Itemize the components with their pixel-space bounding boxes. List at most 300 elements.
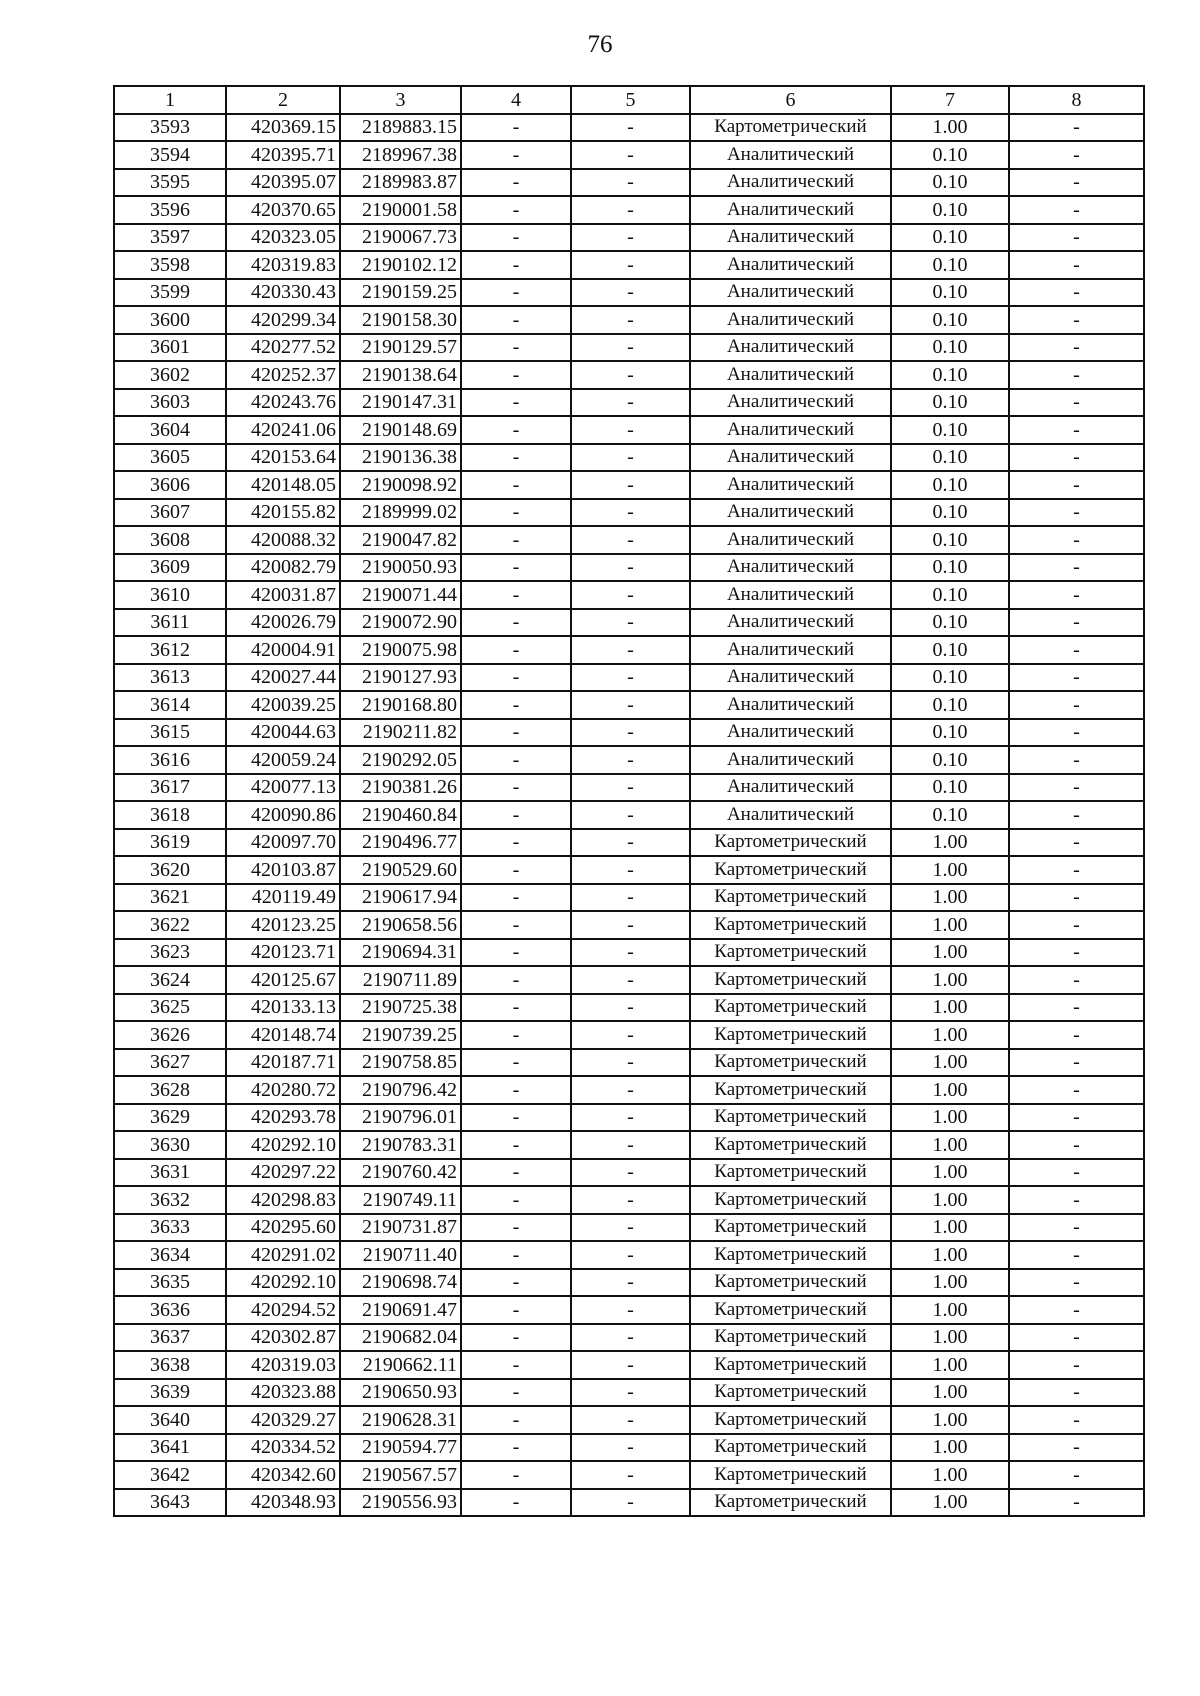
cell-coord-x: 420155.82 <box>226 499 340 527</box>
cell-coord-x: 420395.07 <box>226 169 340 197</box>
cell-method: Картометрический <box>690 1489 891 1517</box>
cell-coord-x: 420148.74 <box>226 1021 340 1049</box>
cell-coord-x: 420319.03 <box>226 1351 340 1379</box>
cell-col-4: - <box>461 416 571 444</box>
cell-coord-x: 420291.02 <box>226 1241 340 1269</box>
cell-coord-y: 2190136.38 <box>340 444 461 472</box>
cell-coord-y: 2190711.89 <box>340 966 461 994</box>
table-row <box>114 416 1144 444</box>
cell-precision: 1.00 <box>891 911 1009 939</box>
cell-point-number: 3617 <box>114 774 226 802</box>
table-row <box>114 444 1144 472</box>
table-row <box>114 1076 1144 1104</box>
cell-method: Аналитический <box>690 444 891 472</box>
table-row <box>114 911 1144 939</box>
cell-col-8: - <box>1009 306 1144 334</box>
cell-col-4: - <box>461 196 571 224</box>
table-row <box>114 141 1144 169</box>
table-row <box>114 636 1144 664</box>
cell-col-8: - <box>1009 141 1144 169</box>
cell-coord-x: 420103.87 <box>226 856 340 884</box>
cell-col-5: - <box>571 691 690 719</box>
cell-method: Аналитический <box>690 774 891 802</box>
cell-precision: 1.00 <box>891 1049 1009 1077</box>
cell-col-4: - <box>461 1076 571 1104</box>
column-header-5: 5 <box>571 86 690 114</box>
cell-col-4: - <box>461 609 571 637</box>
cell-col-8: - <box>1009 1131 1144 1159</box>
cell-col-5: - <box>571 856 690 884</box>
cell-precision: 1.00 <box>891 884 1009 912</box>
cell-method: Картометрический <box>690 1104 891 1132</box>
cell-point-number: 3602 <box>114 361 226 389</box>
cell-point-number: 3609 <box>114 554 226 582</box>
cell-col-5: - <box>571 114 690 142</box>
table-row <box>114 691 1144 719</box>
cell-method: Картометрический <box>690 1379 891 1407</box>
cell-col-5: - <box>571 334 690 362</box>
cell-point-number: 3642 <box>114 1461 226 1489</box>
cell-col-4: - <box>461 636 571 664</box>
cell-point-number: 3615 <box>114 719 226 747</box>
cell-col-5: - <box>571 1159 690 1187</box>
cell-col-8: - <box>1009 526 1144 554</box>
cell-precision: 1.00 <box>891 829 1009 857</box>
cell-col-5: - <box>571 1104 690 1132</box>
cell-point-number: 3626 <box>114 1021 226 1049</box>
cell-method: Картометрический <box>690 1434 891 1462</box>
cell-precision: 0.10 <box>891 471 1009 499</box>
cell-coord-x: 420125.67 <box>226 966 340 994</box>
cell-col-4: - <box>461 1434 571 1462</box>
cell-precision: 1.00 <box>891 1269 1009 1297</box>
cell-col-8: - <box>1009 114 1144 142</box>
cell-coord-y: 2190075.98 <box>340 636 461 664</box>
cell-point-number: 3624 <box>114 966 226 994</box>
cell-coord-y: 2190129.57 <box>340 334 461 362</box>
cell-method: Аналитический <box>690 554 891 582</box>
cell-point-number: 3618 <box>114 801 226 829</box>
cell-method: Картометрический <box>690 1186 891 1214</box>
cell-coord-x: 420044.63 <box>226 719 340 747</box>
cell-coord-y: 2190567.57 <box>340 1461 461 1489</box>
cell-col-8: - <box>1009 1379 1144 1407</box>
table-row <box>114 719 1144 747</box>
cell-col-5: - <box>571 526 690 554</box>
cell-col-5: - <box>571 196 690 224</box>
cell-method: Картометрический <box>690 114 891 142</box>
cell-point-number: 3631 <box>114 1159 226 1187</box>
cell-method: Картометрический <box>690 994 891 1022</box>
cell-precision: 0.10 <box>891 306 1009 334</box>
cell-precision: 1.00 <box>891 1076 1009 1104</box>
cell-coord-y: 2190725.38 <box>340 994 461 1022</box>
cell-method: Картометрический <box>690 829 891 857</box>
cell-precision: 1.00 <box>891 1296 1009 1324</box>
cell-precision: 1.00 <box>891 1406 1009 1434</box>
cell-method: Аналитический <box>690 224 891 252</box>
cell-method: Картометрический <box>690 1324 891 1352</box>
cell-col-8: - <box>1009 1434 1144 1462</box>
cell-col-5: - <box>571 306 690 334</box>
column-header-3: 3 <box>340 86 461 114</box>
cell-col-5: - <box>571 1406 690 1434</box>
cell-coord-x: 420298.83 <box>226 1186 340 1214</box>
table-row <box>114 939 1144 967</box>
cell-col-4: - <box>461 939 571 967</box>
cell-col-8: - <box>1009 911 1144 939</box>
cell-col-5: - <box>571 1324 690 1352</box>
table-row <box>114 526 1144 554</box>
cell-col-4: - <box>461 471 571 499</box>
cell-col-5: - <box>571 554 690 582</box>
cell-method: Аналитический <box>690 636 891 664</box>
cell-coord-y: 2189967.38 <box>340 141 461 169</box>
cell-precision: 0.10 <box>891 389 1009 417</box>
cell-coord-x: 420323.88 <box>226 1379 340 1407</box>
cell-point-number: 3595 <box>114 169 226 197</box>
cell-precision: 0.10 <box>891 196 1009 224</box>
cell-method: Картометрический <box>690 1351 891 1379</box>
cell-col-4: - <box>461 884 571 912</box>
cell-precision: 0.10 <box>891 251 1009 279</box>
cell-method: Аналитический <box>690 361 891 389</box>
column-header-8: 8 <box>1009 86 1144 114</box>
coordinates-table <box>113 85 1145 1517</box>
cell-method: Картометрический <box>690 1461 891 1489</box>
cell-col-4: - <box>461 664 571 692</box>
cell-coord-x: 420323.05 <box>226 224 340 252</box>
cell-col-8: - <box>1009 279 1144 307</box>
cell-coord-x: 420123.25 <box>226 911 340 939</box>
cell-coord-y: 2190211.82 <box>340 719 461 747</box>
table-row <box>114 251 1144 279</box>
cell-col-8: - <box>1009 966 1144 994</box>
cell-coord-y: 2189999.02 <box>340 499 461 527</box>
cell-coord-x: 420241.06 <box>226 416 340 444</box>
cell-point-number: 3635 <box>114 1269 226 1297</box>
cell-col-4: - <box>461 114 571 142</box>
cell-col-4: - <box>461 499 571 527</box>
column-header-4: 4 <box>461 86 571 114</box>
cell-point-number: 3593 <box>114 114 226 142</box>
cell-col-4: - <box>461 224 571 252</box>
cell-col-8: - <box>1009 389 1144 417</box>
cell-point-number: 3616 <box>114 746 226 774</box>
cell-precision: 1.00 <box>891 1104 1009 1132</box>
cell-coord-y: 2190071.44 <box>340 581 461 609</box>
table-row <box>114 389 1144 417</box>
cell-point-number: 3643 <box>114 1489 226 1517</box>
table-row <box>114 746 1144 774</box>
cell-point-number: 3594 <box>114 141 226 169</box>
cell-col-8: - <box>1009 691 1144 719</box>
cell-coord-x: 420369.15 <box>226 114 340 142</box>
cell-col-5: - <box>571 1379 690 1407</box>
cell-col-8: - <box>1009 884 1144 912</box>
cell-col-8: - <box>1009 1076 1144 1104</box>
cell-coord-y: 2189883.15 <box>340 114 461 142</box>
cell-coord-y: 2190556.93 <box>340 1489 461 1517</box>
cell-col-5: - <box>571 1241 690 1269</box>
cell-method: Картометрический <box>690 1241 891 1269</box>
cell-precision: 0.10 <box>891 609 1009 637</box>
cell-precision: 0.10 <box>891 691 1009 719</box>
cell-coord-y: 2190711.40 <box>340 1241 461 1269</box>
cell-coord-x: 420299.34 <box>226 306 340 334</box>
cell-method: Картометрический <box>690 1021 891 1049</box>
cell-col-5: - <box>571 1076 690 1104</box>
cell-col-4: - <box>461 1489 571 1517</box>
cell-method: Картометрический <box>690 1049 891 1077</box>
cell-coord-y: 2190098.92 <box>340 471 461 499</box>
table-row <box>114 1406 1144 1434</box>
cell-precision: 1.00 <box>891 939 1009 967</box>
table-row <box>114 1104 1144 1132</box>
cell-method: Аналитический <box>690 801 891 829</box>
cell-coord-x: 420293.78 <box>226 1104 340 1132</box>
cell-coord-y: 2190102.12 <box>340 251 461 279</box>
cell-col-8: - <box>1009 1214 1144 1242</box>
cell-col-5: - <box>571 829 690 857</box>
cell-col-4: - <box>461 719 571 747</box>
cell-col-5: - <box>571 169 690 197</box>
cell-point-number: 3636 <box>114 1296 226 1324</box>
cell-coord-x: 420059.24 <box>226 746 340 774</box>
cell-coord-y: 2190760.42 <box>340 1159 461 1187</box>
cell-coord-x: 420330.43 <box>226 279 340 307</box>
cell-point-number: 3633 <box>114 1214 226 1242</box>
cell-method: Аналитический <box>690 251 891 279</box>
cell-coord-y: 2190138.64 <box>340 361 461 389</box>
cell-col-8: - <box>1009 444 1144 472</box>
cell-method: Аналитический <box>690 719 891 747</box>
cell-col-5: - <box>571 1214 690 1242</box>
cell-method: Картометрический <box>690 1406 891 1434</box>
cell-point-number: 3614 <box>114 691 226 719</box>
cell-col-8: - <box>1009 1049 1144 1077</box>
cell-precision: 1.00 <box>891 114 1009 142</box>
cell-coord-x: 420334.52 <box>226 1434 340 1462</box>
table-row <box>114 1269 1144 1297</box>
cell-precision: 0.10 <box>891 279 1009 307</box>
cell-col-8: - <box>1009 196 1144 224</box>
cell-method: Аналитический <box>690 691 891 719</box>
table-body <box>114 114 1144 1517</box>
cell-point-number: 3604 <box>114 416 226 444</box>
cell-method: Картометрический <box>690 1214 891 1242</box>
table-row <box>114 1461 1144 1489</box>
cell-col-4: - <box>461 1241 571 1269</box>
table-row <box>114 1186 1144 1214</box>
cell-point-number: 3641 <box>114 1434 226 1462</box>
table-row <box>114 581 1144 609</box>
cell-col-8: - <box>1009 1461 1144 1489</box>
cell-col-5: - <box>571 801 690 829</box>
cell-coord-y: 2190047.82 <box>340 526 461 554</box>
cell-col-5: - <box>571 224 690 252</box>
cell-point-number: 3610 <box>114 581 226 609</box>
cell-method: Аналитический <box>690 581 891 609</box>
cell-col-4: - <box>461 856 571 884</box>
cell-col-4: - <box>461 1159 571 1187</box>
cell-method: Аналитический <box>690 389 891 417</box>
cell-col-8: - <box>1009 1296 1144 1324</box>
cell-method: Картометрический <box>690 884 891 912</box>
cell-coord-x: 420097.70 <box>226 829 340 857</box>
column-header-2: 2 <box>226 86 340 114</box>
cell-col-5: - <box>571 1021 690 1049</box>
cell-col-8: - <box>1009 581 1144 609</box>
cell-col-8: - <box>1009 829 1144 857</box>
table-row <box>114 224 1144 252</box>
cell-coord-y: 2190796.42 <box>340 1076 461 1104</box>
cell-col-5: - <box>571 911 690 939</box>
cell-col-4: - <box>461 1049 571 1077</box>
cell-precision: 0.10 <box>891 801 1009 829</box>
cell-col-8: - <box>1009 664 1144 692</box>
cell-col-4: - <box>461 994 571 1022</box>
cell-col-4: - <box>461 1324 571 1352</box>
cell-point-number: 3599 <box>114 279 226 307</box>
cell-coord-x: 420348.93 <box>226 1489 340 1517</box>
cell-coord-x: 420153.64 <box>226 444 340 472</box>
cell-col-8: - <box>1009 1489 1144 1517</box>
table-row <box>114 1049 1144 1077</box>
cell-col-8: - <box>1009 719 1144 747</box>
cell-col-5: - <box>571 361 690 389</box>
cell-coord-y: 2190147.31 <box>340 389 461 417</box>
table-row <box>114 471 1144 499</box>
cell-precision: 1.00 <box>891 994 1009 1022</box>
cell-coord-y: 2190159.25 <box>340 279 461 307</box>
cell-col-5: - <box>571 966 690 994</box>
cell-coord-x: 420342.60 <box>226 1461 340 1489</box>
cell-col-8: - <box>1009 774 1144 802</box>
column-header-7: 7 <box>891 86 1009 114</box>
cell-col-8: - <box>1009 169 1144 197</box>
cell-precision: 1.00 <box>891 1241 1009 1269</box>
cell-precision: 0.10 <box>891 554 1009 582</box>
cell-col-5: - <box>571 499 690 527</box>
cell-method: Аналитический <box>690 279 891 307</box>
table-row <box>114 1434 1144 1462</box>
cell-col-4: - <box>461 581 571 609</box>
cell-col-4: - <box>461 829 571 857</box>
table-row <box>114 994 1144 1022</box>
table-row <box>114 169 1144 197</box>
cell-coord-y: 2190783.31 <box>340 1131 461 1159</box>
cell-coord-x: 420039.25 <box>226 691 340 719</box>
cell-precision: 0.10 <box>891 526 1009 554</box>
cell-col-5: - <box>571 1296 690 1324</box>
cell-point-number: 3632 <box>114 1186 226 1214</box>
table-row <box>114 884 1144 912</box>
cell-coord-y: 2190796.01 <box>340 1104 461 1132</box>
table-row <box>114 196 1144 224</box>
table-row <box>114 361 1144 389</box>
cell-point-number: 3640 <box>114 1406 226 1434</box>
cell-col-5: - <box>571 389 690 417</box>
cell-point-number: 3625 <box>114 994 226 1022</box>
cell-coord-y: 2190682.04 <box>340 1324 461 1352</box>
cell-coord-y: 2190158.30 <box>340 306 461 334</box>
cell-point-number: 3606 <box>114 471 226 499</box>
cell-point-number: 3634 <box>114 1241 226 1269</box>
cell-coord-y: 2190650.93 <box>340 1379 461 1407</box>
cell-precision: 0.10 <box>891 169 1009 197</box>
table-row <box>114 1379 1144 1407</box>
cell-method: Аналитический <box>690 196 891 224</box>
cell-coord-y: 2190698.74 <box>340 1269 461 1297</box>
table-row <box>114 1214 1144 1242</box>
table-row <box>114 856 1144 884</box>
cell-col-4: - <box>461 1296 571 1324</box>
cell-point-number: 3596 <box>114 196 226 224</box>
cell-precision: 0.10 <box>891 499 1009 527</box>
table-row <box>114 1489 1144 1517</box>
cell-point-number: 3622 <box>114 911 226 939</box>
table-row <box>114 554 1144 582</box>
cell-precision: 0.10 <box>891 719 1009 747</box>
cell-method: Аналитический <box>690 169 891 197</box>
cell-col-5: - <box>571 994 690 1022</box>
cell-point-number: 3620 <box>114 856 226 884</box>
table-row <box>114 1324 1144 1352</box>
cell-coord-y: 2189983.87 <box>340 169 461 197</box>
cell-col-5: - <box>571 279 690 307</box>
cell-col-8: - <box>1009 856 1144 884</box>
cell-col-5: - <box>571 1434 690 1462</box>
cell-coord-x: 420187.71 <box>226 1049 340 1077</box>
cell-col-5: - <box>571 746 690 774</box>
cell-coord-x: 420297.22 <box>226 1159 340 1187</box>
cell-coord-x: 420302.87 <box>226 1324 340 1352</box>
cell-precision: 0.10 <box>891 444 1009 472</box>
cell-coord-x: 420119.49 <box>226 884 340 912</box>
cell-point-number: 3611 <box>114 609 226 637</box>
cell-point-number: 3621 <box>114 884 226 912</box>
cell-col-8: - <box>1009 224 1144 252</box>
cell-precision: 1.00 <box>891 1159 1009 1187</box>
cell-coord-y: 2190067.73 <box>340 224 461 252</box>
cell-precision: 1.00 <box>891 1186 1009 1214</box>
cell-point-number: 3597 <box>114 224 226 252</box>
table-row <box>114 499 1144 527</box>
cell-col-5: - <box>571 719 690 747</box>
cell-coord-y: 2190691.47 <box>340 1296 461 1324</box>
cell-coord-x: 420292.10 <box>226 1269 340 1297</box>
cell-coord-y: 2190127.93 <box>340 664 461 692</box>
cell-method: Картометрический <box>690 939 891 967</box>
cell-col-8: - <box>1009 251 1144 279</box>
cell-precision: 1.00 <box>891 1461 1009 1489</box>
cell-coord-x: 420148.05 <box>226 471 340 499</box>
cell-point-number: 3613 <box>114 664 226 692</box>
cell-col-8: - <box>1009 939 1144 967</box>
cell-col-5: - <box>571 1269 690 1297</box>
cell-precision: 1.00 <box>891 856 1009 884</box>
table-row <box>114 306 1144 334</box>
cell-col-8: - <box>1009 554 1144 582</box>
cell-precision: 1.00 <box>891 1489 1009 1517</box>
cell-col-4: - <box>461 1131 571 1159</box>
cell-col-5: - <box>571 884 690 912</box>
cell-coord-y: 2190662.11 <box>340 1351 461 1379</box>
cell-coord-y: 2190050.93 <box>340 554 461 582</box>
cell-col-5: - <box>571 636 690 664</box>
cell-coord-x: 420004.91 <box>226 636 340 664</box>
